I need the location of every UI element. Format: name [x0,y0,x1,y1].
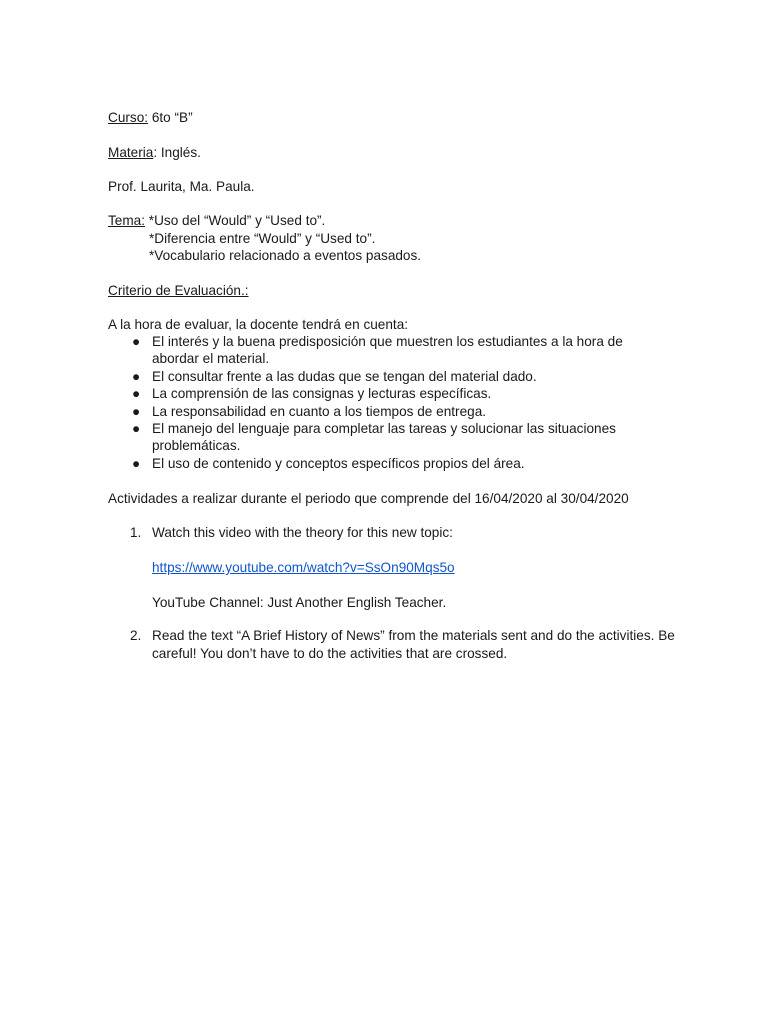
activity-number: 2. [130,628,142,643]
actividades-intro: Actividades a realizar durante el periodo que comprende del 16/04/2020 al 30/04/2020 [108,491,629,506]
curso-value: 6to “B” [148,110,193,125]
activity-text: Read the text “A Brief History of News” from the materials sent and do the activities. Be careful! You don’t have to do the activities that are crossed. [152,628,675,661]
list-item [108,368,668,385]
tema-item-2: *Diferencia entre “Would” y “Used to”. [149,231,376,246]
youtube-video-link[interactable]: https://www.youtube.com/watch?v=SsOn90Mqs5o [152,560,455,575]
tema-line [108,212,325,229]
youtube-channel-text: YouTube Channel: Just Another English Teacher. [152,595,447,610]
materia-value: : Inglés. [153,145,201,160]
bullet-icon: ● [132,368,141,384]
criterio-heading: Criterio de Evaluación.: [108,283,249,298]
materia-label: Materia [108,145,154,160]
activity-number: 1. [130,525,142,540]
activity-text: Watch this video with the theory for this new topic: [152,525,453,540]
list-item [108,420,668,455]
list-item [108,455,668,472]
list-item-text: El interés y la buena predisposición que muestren los estudiantes a la hora de abordar el material. [152,334,623,367]
list-item [108,333,668,368]
teacher-name: Prof. Laurita, Ma. Paula. [108,179,255,194]
bullet-icon: ● [132,403,141,419]
bullet-icon: ● [132,421,141,437]
bullet-icon: ● [132,386,141,402]
bullet-icon: ● [132,455,141,471]
list-item-text: La comprensión de las consignas y lecturas específicas. [152,386,492,402]
list-item-text: El uso de contenido y conceptos específicos propios del área. [152,455,525,471]
tema-item-3: *Vocabulario relacionado a eventos pasados. [149,248,422,263]
list-item-text: El consultar frente a las dudas que se tengan del material dado. [152,368,537,384]
activity-item-2 [130,627,690,663]
curso-label: Curso: [108,110,149,125]
list-item [108,403,668,420]
list-item [108,385,668,402]
activity-item-1 [130,524,690,542]
materia-line [108,144,201,161]
criterio-list [108,333,668,472]
tema-item-1: *Uso del “Would” y “Used to”. [145,213,326,228]
criterio-intro: A la hora de evaluar, la docente tendrá en cuenta: [108,317,409,332]
bullet-icon: ● [132,334,141,349]
tema-label: Tema: [108,213,146,228]
curso-line [108,109,193,126]
list-item-text: La responsabilidad en cuanto a los tiempos de entrega. [152,403,487,419]
list-item-text: El manejo del lenguaje para completar las tareas y solucionar las situaciones problemáticas. [152,421,616,454]
